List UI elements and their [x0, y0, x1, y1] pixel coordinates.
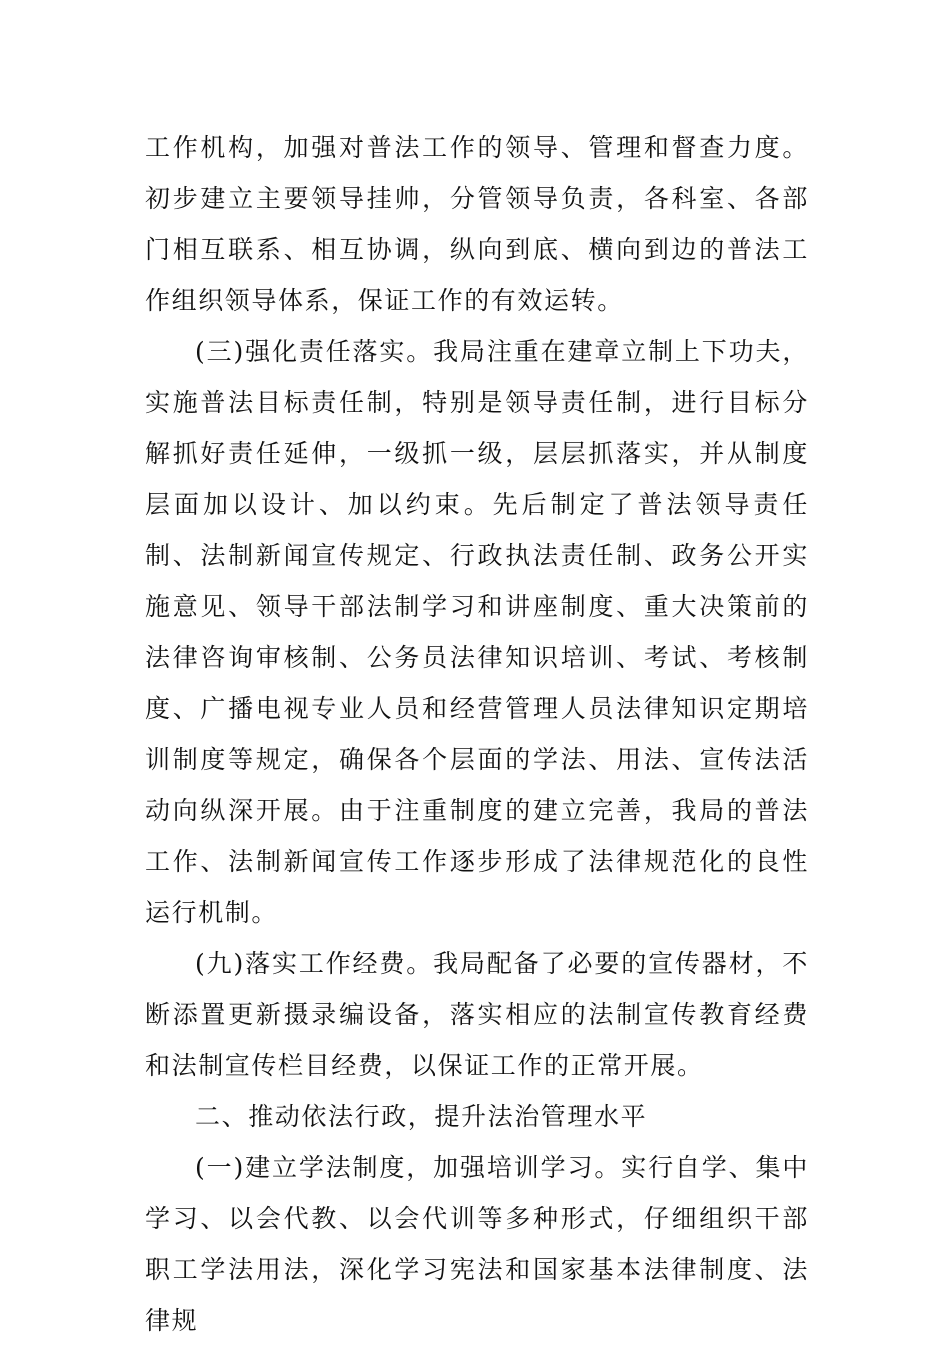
paragraph-continuation: 工作机构，加强对普法工作的领导、管理和督查力度。初步建立主要领导挂帅，分管领导负责，各科室、各部门相互联系、相互协调，纵向到底、横向到边的普法工作组织领导体系，保证工作的有效运转。	[145, 133, 809, 315]
paragraph-funding: (九)落实工作经费。我局配备了必要的宣传器材，不断添置更新摄录编设备，落实相应的法制宣传教育经费和法制宣传栏目经费，以保证工作的正常开展。	[145, 949, 809, 1080]
document-body	[145, 122, 809, 1346]
section-heading: 二、推动依法行政，提升法治管理水平	[195, 1102, 648, 1131]
paragraph-responsibility: (三)强化责任落实。我局注重在建章立制上下功夫，实施普法目标责任制，特别是领导责任制，进行目标分解抓好责任延伸，一级抓一级，层层抓落实，并从制度层面加以设计、加以约束。先后制定了普法领导责任制、法制新闻宣传规定、行政执法责任制、政务公开实施意见、领导干部法制学习和讲座制度、重大决策前的法律咨询审核制、公务员法律知识培训、考试、考核制度、广播电视专业人员和经营管理人员法律知识定期培训制度等规定，确保各个层面的学法、用法、宣传法活动向纵深开展。由于注重制度的建立完善，我局的普法工作、法制新闻宣传工作逐步形成了法律规范化的良性运行机制。	[145, 337, 809, 927]
paragraph-study-system: (一)建立学法制度，加强培训学习。实行自学、集中学习、以会代教、以会代训等多种形式，仔细组织干部职工学法用法，深化学习宪法和国家基本法律制度、法律规	[145, 1153, 809, 1335]
